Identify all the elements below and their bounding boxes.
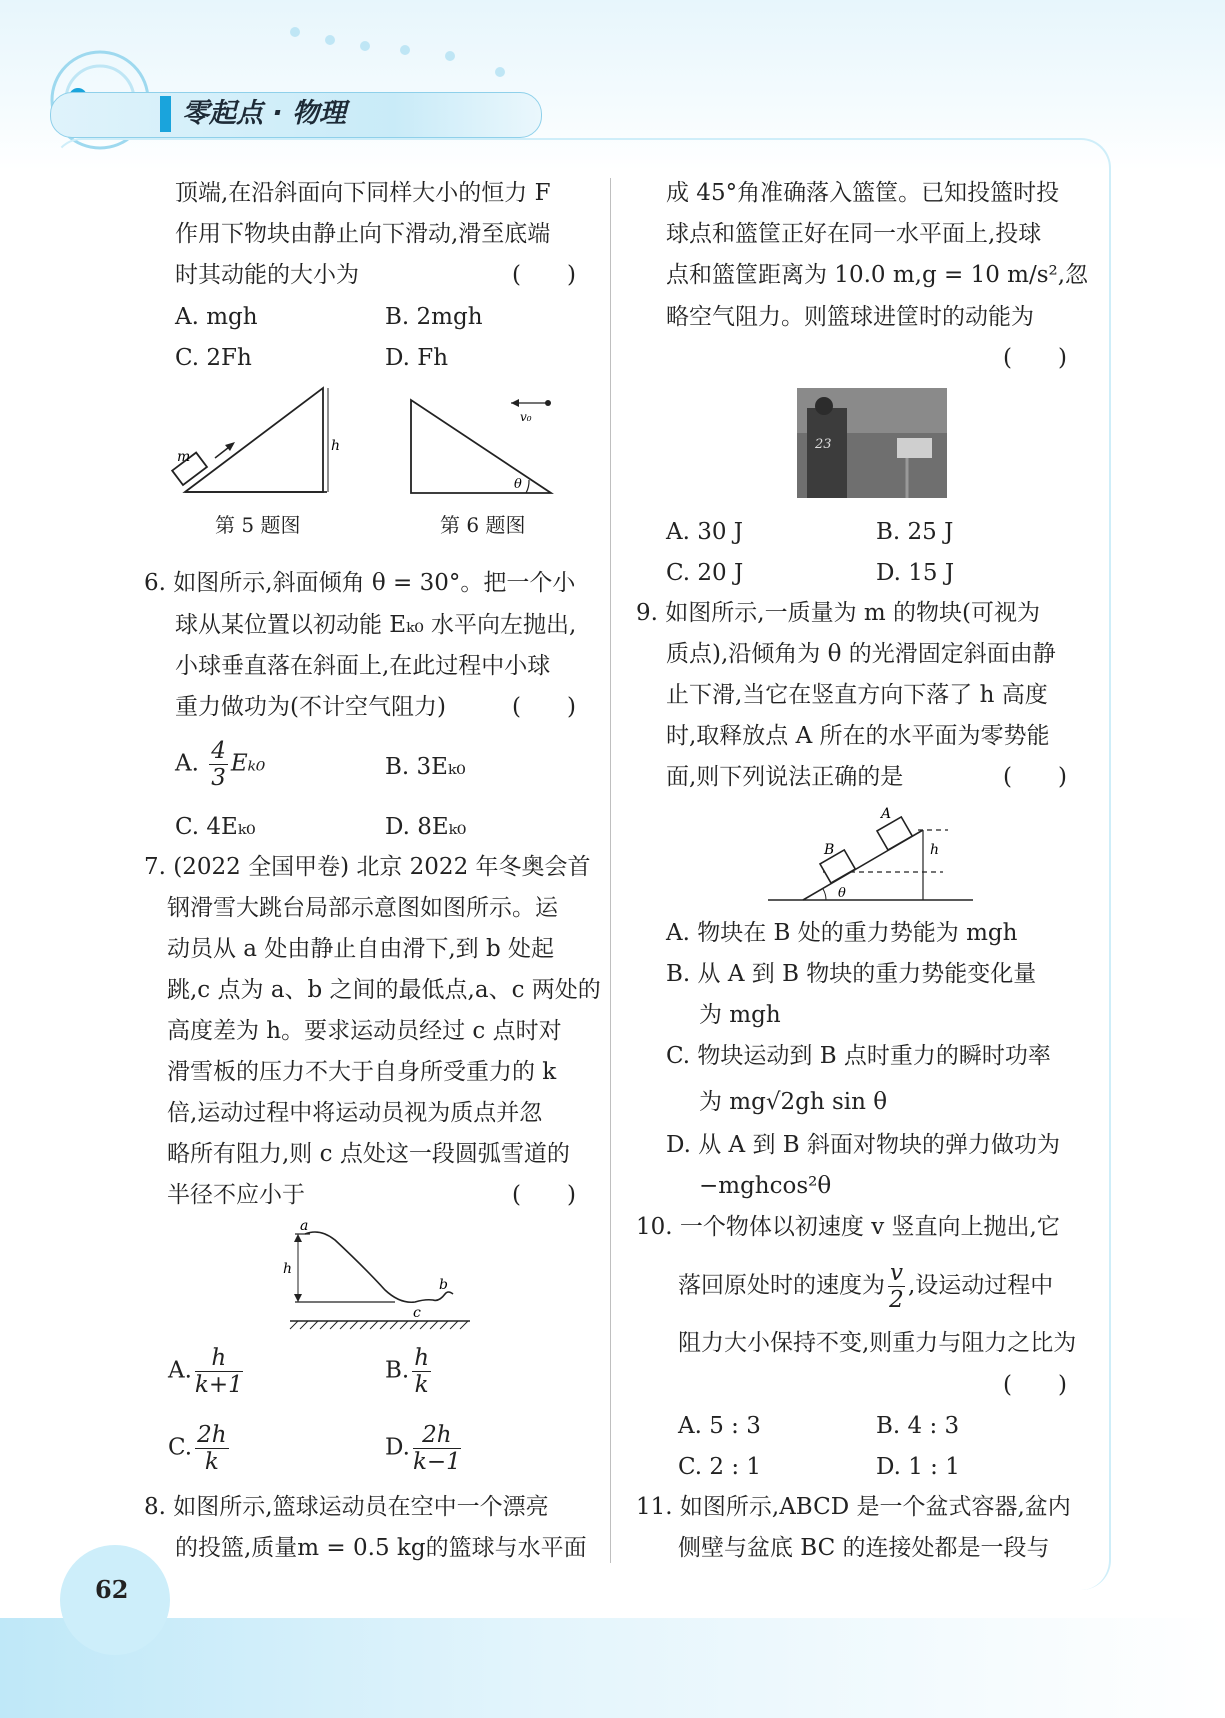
q6-line-2: 球从某位置以初动能 Eₖ₀ 水平向左抛出,	[175, 612, 577, 638]
q10-line-1: 10. 一个物体以初速度 v 竖直向上抛出,它	[636, 1214, 1060, 1240]
q5-line-1: 顶端,在沿斜面向下同样大小的恒力 F	[175, 180, 551, 206]
fig7-b-label: b	[439, 1277, 448, 1293]
q8-line-1: 8. 如图所示,篮球运动员在空中一个漂亮	[144, 1494, 549, 1520]
q10-option-c: C. 2 : 1	[678, 1454, 762, 1480]
figure-5-caption: 第 5 题图	[215, 513, 301, 537]
q9-option-c: C. 物块运动到 B 点时重力的瞬时功率	[666, 1043, 1051, 1069]
q5-option-d: D. Fh	[385, 345, 449, 371]
fig5-m-label: m	[177, 449, 191, 465]
jersey-number: 23	[815, 437, 832, 452]
q8-option-b: B. 25 J	[876, 519, 954, 545]
fig7-a-label: a	[300, 1218, 309, 1234]
q5-line-2: 作用下物块由静止向下滑动,滑至底端	[175, 221, 551, 247]
q9-line-5: 面,则下列说法正确的是	[666, 764, 904, 790]
q9-option-a: A. 物块在 B 处的重力势能为 mgh	[666, 920, 1018, 946]
q8-line-2: 的投篮,质量m = 0.5 kg的篮球与水平面	[175, 1535, 587, 1561]
q9-option-b-cont: 为 mgh	[699, 1002, 781, 1028]
q11-line-1: 11. 如图所示,ABCD 是一个盆式容器,盆内	[636, 1494, 1071, 1520]
q6-option-b: B. 3Eₖ₀	[385, 754, 466, 780]
fig6-theta-label: θ	[514, 477, 522, 492]
q11-line-2: 侧壁与盆底 BC 的连接处都是一段与	[678, 1535, 1050, 1561]
q6-option-c: C. 4Eₖ₀	[175, 814, 256, 840]
q8-cont-line-3: 点和篮筐距离为 10.0 m,g = 10 m/s²,忽	[666, 262, 1089, 288]
q7-option-c: C. $\frac{2h}{k}$	[168, 1422, 227, 1475]
q10-option-d: D. 1 : 1	[876, 1454, 960, 1480]
page-title: 零起点 · 物理	[182, 98, 347, 129]
q8-option-c: C. 20 J	[666, 560, 744, 586]
fig9-B-label: B	[824, 842, 835, 858]
header-accent-bar	[160, 96, 171, 132]
fig7-h-label: h	[283, 1261, 293, 1277]
q6-line-3: 小球垂直落在斜面上,在此过程中小球	[175, 653, 551, 679]
q10-option-a: A. 5 : 3	[678, 1413, 761, 1439]
q10-option-b: B. 4 : 3	[876, 1413, 960, 1439]
q6-line-1: 6. 如图所示,斜面倾角 θ = 30°。把一个小	[144, 570, 576, 596]
q9-answer-blank: ( )	[1003, 764, 1067, 790]
q10-line-3: 阻力大小保持不变,则重力与阻力之比为	[678, 1330, 1077, 1356]
figure-9	[768, 800, 978, 905]
q10-line-2: 落回原处时的速度为 $\frac{v}{2}$ ,设运动过程中	[678, 1260, 1054, 1313]
q5-option-c: C. 2Fh	[175, 345, 252, 371]
figure-5	[175, 380, 345, 500]
figure-6	[408, 395, 558, 505]
q6-answer-blank: ( )	[512, 694, 576, 720]
q9-option-b: B. 从 A 到 B 物块的重力势能变化量	[666, 961, 1037, 987]
q9-option-d: D. 从 A 到 B 斜面对物块的弹力做功为	[666, 1132, 1060, 1158]
q7-line-7: 倍,运动过程中将运动员视为质点并忽	[167, 1100, 543, 1126]
q8-cont-line-4: 略空气阻力。则篮球进筐时的动能为	[666, 304, 1034, 330]
q8-option-d: D. 15 J	[876, 560, 955, 586]
q7-line-2: 钢滑雪大跳台局部示意图如图所示。运	[167, 895, 558, 921]
fig9-theta-label: θ	[838, 886, 846, 901]
q7-line-9: 半径不应小于	[167, 1182, 305, 1208]
fig9-A-label: A	[881, 806, 892, 822]
figure-6-caption: 第 6 题图	[440, 513, 526, 537]
q7-answer-blank: ( )	[512, 1182, 576, 1208]
q7-option-a: A. $\frac{h}{k+1}$	[168, 1345, 243, 1398]
q7-line-5: 高度差为 h。要求运动员经过 c 点时对	[167, 1018, 562, 1044]
q6-option-d: D. 8Eₖ₀	[385, 814, 467, 840]
q8-cont-line-2: 球点和篮筐正好在同一水平面上,投球	[666, 221, 1042, 247]
fig9-h-label: h	[930, 842, 940, 858]
q5-option-b: B. 2mgh	[385, 304, 483, 330]
q7-line-4: 跳,c 点为 a、b 之间的最低点,a、c 两处的	[167, 977, 601, 1003]
q6-option-a: A. $\frac{4}{3}$ Eₖ₀	[175, 738, 266, 791]
fig5-h-label: h	[331, 438, 341, 454]
q8-answer-blank: ( )	[1003, 345, 1067, 371]
q9-option-d-cont: −mghcos²θ	[699, 1173, 832, 1199]
fig7-c-label: c	[413, 1305, 421, 1321]
q9-line-3: 止下滑,当它在竖直方向下落了 h 高度	[666, 682, 1048, 708]
figure-7	[275, 1220, 475, 1335]
q5-answer-blank: ( )	[512, 262, 576, 288]
q7-option-b: B. $\frac{h}{k}$	[385, 1345, 430, 1398]
basketball-photo	[797, 388, 947, 498]
page-number: 62	[95, 1575, 129, 1604]
q5-option-a: A. mgh	[175, 304, 258, 330]
q9-line-2: 质点),沿倾角为 θ 的光滑固定斜面由静	[666, 641, 1056, 667]
q7-line-1: 7. (2022 全国甲卷) 北京 2022 年冬奥会首	[144, 854, 591, 880]
q9-line-4: 时,取释放点 A 所在的水平面为零势能	[666, 723, 1050, 749]
q6-line-4: 重力做功为(不计空气阻力)	[175, 694, 446, 720]
q5-line-3: 时其动能的大小为	[175, 262, 359, 288]
q9-option-c-cont: 为 mg√2gh sin θ	[699, 1089, 888, 1115]
q8-cont-line-1: 成 45°角准确落入篮筐。已知投篮时投	[666, 180, 1060, 206]
q7-line-3: 动员从 a 处由静止自由滑下,到 b 处起	[167, 936, 554, 962]
q10-answer-blank: ( )	[1003, 1372, 1067, 1398]
q7-line-6: 滑雪板的压力不大于自身所受重力的 k	[167, 1059, 557, 1085]
footer-background	[0, 1618, 1225, 1718]
column-divider	[610, 178, 611, 1563]
q7-option-d: D. $\frac{2h}{k-1}$	[385, 1422, 461, 1475]
q8-option-a: A. 30 J	[666, 519, 744, 545]
q7-line-8: 略所有阻力,则 c 点处这一段圆弧雪道的	[167, 1141, 570, 1167]
q9-line-1: 9. 如图所示,一质量为 m 的物块(可视为	[636, 600, 1040, 626]
fig6-v0-label: v₀	[520, 410, 532, 424]
